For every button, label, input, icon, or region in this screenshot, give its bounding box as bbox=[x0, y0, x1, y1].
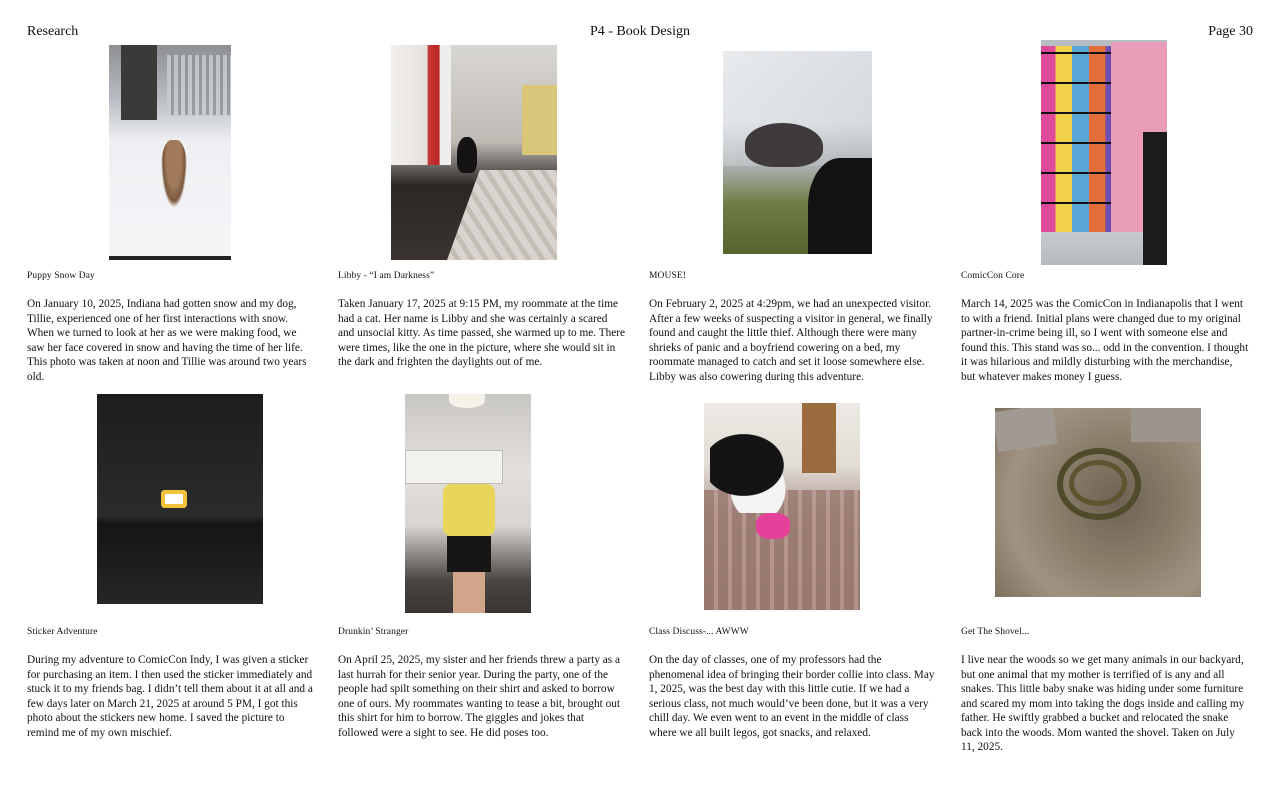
photo-comiccon-stand bbox=[1041, 40, 1167, 265]
header-page-number: Page 30 bbox=[1208, 24, 1253, 39]
photo-border-collie bbox=[704, 403, 860, 610]
header-project-title: P4 - Book Design bbox=[590, 24, 690, 39]
photo-sticker bbox=[97, 394, 263, 604]
header-section-label: Research bbox=[27, 24, 79, 39]
entry-caption: Sticker Adventure bbox=[27, 627, 98, 637]
entry-caption: Get The Shovel... bbox=[961, 627, 1030, 637]
entry-text: On April 25, 2025, my sister and her friends threw a party as a last hurrah for their senior year. During the party, one of the people had spilt something on their shirt and asked to borrow one of ours. My roommates wanting to tease a bit, brought out this shirt for him to borrow. The giggles and jokes that followed were a sight to see. He did poses too. bbox=[338, 654, 621, 739]
entry-text: On February 2, 2025 at 4:29pm, we had an unexpected visitor. After a few weeks of suspecting a visitor in general, we finally found and caught the little thief. Although there were many shrieks of panic and a boyfriend cowering on a bed, my roommate managed to catch and set it loose somewhere else. Libby was also cowering during this adventure. bbox=[649, 298, 933, 383]
entry-caption: Puppy Snow Day bbox=[27, 271, 95, 281]
entry-caption: MOUSE! bbox=[649, 271, 687, 281]
photo-libby-cat bbox=[391, 45, 557, 260]
entry-text: On January 10, 2025, Indiana had gotten snow and my dog, Tillie, experienced one of her first interactions with snow. When we turned to look at her as we were making food, we saw her face covered in snow and having the time of her life. This photo was taken at noon and Tillie was around two years old. bbox=[27, 298, 307, 383]
photo-drunkin-stranger bbox=[405, 394, 531, 613]
entry-caption: Libby - “I am Darkness” bbox=[338, 271, 435, 281]
entry-text: On the day of classes, one of my professors had the phenomenal idea of bringing their border collie into class. May 1, 2025, was the best day with this little cutie. If we had a serious class, not much would’ve been done, but it was a very chill day. We even went to an event in the middle of class where we all built legos, got snacks, and relaxed. bbox=[649, 654, 935, 739]
entry-caption: Class Discuss-... AWWW bbox=[649, 627, 749, 637]
entry-text: During my adventure to ComicCon Indy, I was given a sticker for purchasing an item. I then used the sticker immediately and stuck it to my friends bag. I didn’t tell them about it at all and a few days later on March 21, 2025 at around 5 PM, I got this photo about the stickers new home. I saved the picture to remind me of my own mischief. bbox=[27, 654, 313, 739]
entry-caption: Drunkin’ Stranger bbox=[338, 627, 409, 637]
photo-puppy-snow bbox=[109, 45, 231, 260]
entry-text: I live near the woods so we get many animals in our backyard, but one animal that my mother is terrified of is any and all snakes. This little baby snake was hiding under some furniture and scared my mom into taking the dogs inside and calling my father. He swiftly grabbed a bucket and relocated the snake back into the woods. Mom wanted the shovel. Taken on July 11, 2025. bbox=[961, 654, 1245, 753]
entry-caption: ComicCon Core bbox=[961, 271, 1025, 281]
entry-text: March 14, 2025 was the ComicCon in Indianapolis that I went to with a friend. Initial plans were changed due to my original partner-in-crime being ill, so I went with someone else and found this. This stand was so... odd in the convention. I thought it was hilarious and mildly disturbing with the merchandise, but whatever makes money I guess. bbox=[961, 298, 1249, 383]
entry-text: Taken January 17, 2025 at 9:15 PM, my roommate at the time had a cat. Her name is Libby and she was certainly a scared and unsocial kitty. As time passed, she warmed up to me. There were times, like the one in the picture, where she would sit in the dark and frighten the daylights out of me. bbox=[338, 298, 626, 368]
photo-mouse bbox=[723, 51, 872, 254]
photo-snake bbox=[995, 408, 1201, 597]
